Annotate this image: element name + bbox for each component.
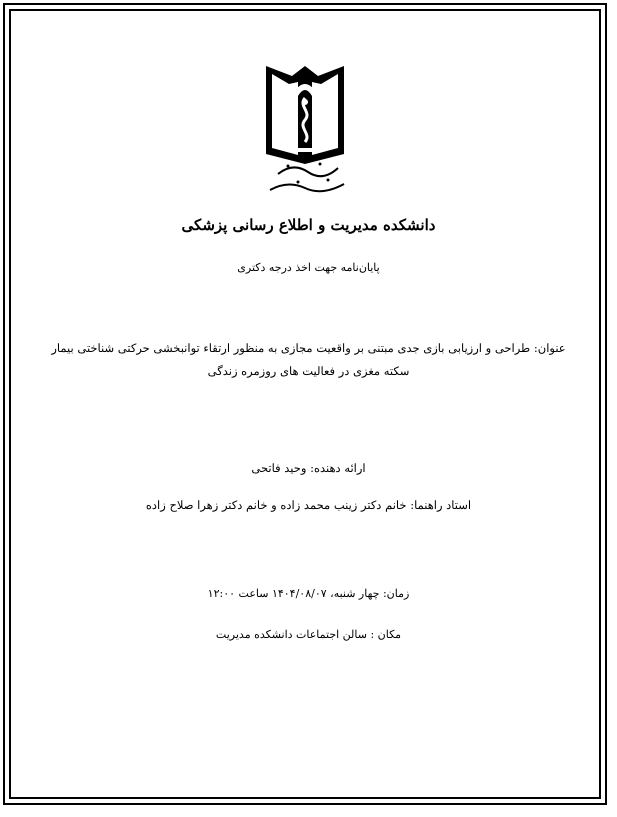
degree-statement: پایان‌نامه جهت اخذ درجه دکتری xyxy=(237,261,380,274)
defense-place: مکان : سالن اجتماعات دانشکده مدیریت xyxy=(215,628,402,641)
thesis-title-line-1: عنوان: طراحی و ارزیابی بازی جدی مبتنی بر واقعیت مجازی به منظور ارتقاء توانبخشی حرکتی شناختی بیمار xyxy=(51,341,566,355)
presenter-name: ارائه دهنده: وحید فاتحی xyxy=(251,461,366,475)
university-emblem-icon xyxy=(258,62,352,202)
advisor-names: استاد راهنما: خانم دکتر زینب محمد زاده و خانم دکتر زهرا صلاح زاده xyxy=(145,498,472,512)
faculty-name: دانشکده مدیریت و اطلاع رسانی پزشکی xyxy=(181,216,436,234)
thesis-title-line-2: سکته مغزی در فعالیت های روزمره زندگی xyxy=(207,364,410,378)
defense-time: زمان: چهار شنبه، ۱۴۰۴/۰۸/۰۷ ساعت ۱۲:۰۰ xyxy=(207,587,410,600)
